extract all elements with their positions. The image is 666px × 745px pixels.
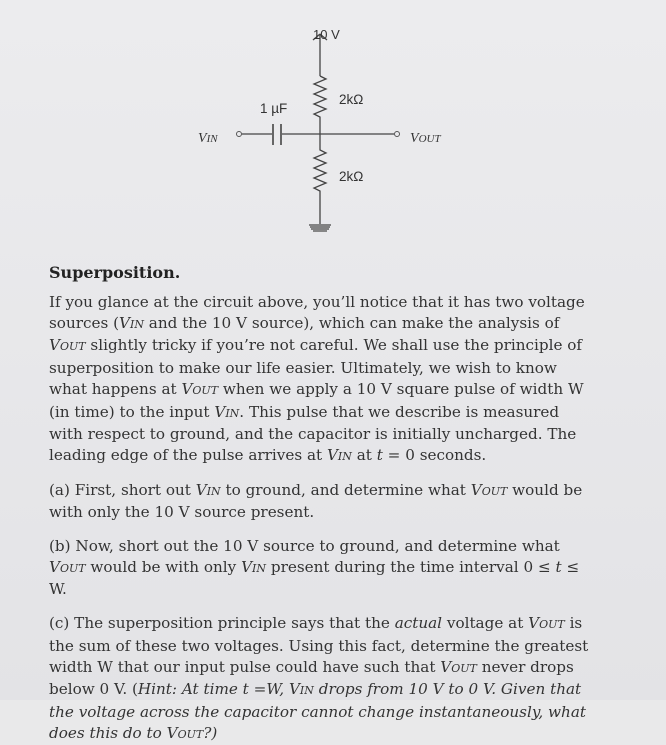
part-a: (a) First, short out VIN to ground, and determine what VOUT would be with only the 10 V source present. [49,480,583,522]
part-c: (c) The superposition principle says that the actual voltage at VOUT is the sum of these two voltages. Using this fact, determine the greatest width W that our input pulse could have such that VOUT never drops below 0 V. (Hint: At time t =W, VIN drops from 10 V to 0 V. Given that the voltage across the capacitor cannot change instantaneously, what does this do to VOUT?) [49,614,589,742]
vout-label: VOUT [410,131,441,146]
vout-terminal [395,132,400,137]
ground-icon [309,225,331,231]
intro-paragraph: If you glance at the circuit above, you’ll notice that it has two voltage sources (VIN and the 10 V source), which can make the analysis of VOUT slightly tricky if you’re not careful. We shall use the principle of superposition to make our life easier. Ultimately, we wish to know what happens at VOUT when we apply a 10 V square pulse of width W (in time) to the input VIN. This pulse that we describe is measured with respect to ground, and the capacitor is initially uncharged. The leading edge of the pulse arrives at VIN at t = 0 seconds. [49,293,585,464]
resistor-top-label: 2kΩ [339,92,364,107]
vin-terminal [237,132,242,137]
vin-label: VIN [198,131,218,146]
resistor-bottom [314,134,326,224]
problem-text [49,263,594,745]
resistor-top [314,76,326,134]
capacitor-label: 1 µF [260,101,288,116]
part-b: (b) Now, short out the 10 V source to ground, and determine what VOUT would be with only VIN present during the time interval 0 ≤ t ≤ W. [49,537,580,599]
section-heading: Superposition. [49,263,181,282]
source-label: 10 V [313,27,340,42]
circuit-diagram [0,0,666,250]
resistor-bottom-label: 2kΩ [339,169,364,184]
